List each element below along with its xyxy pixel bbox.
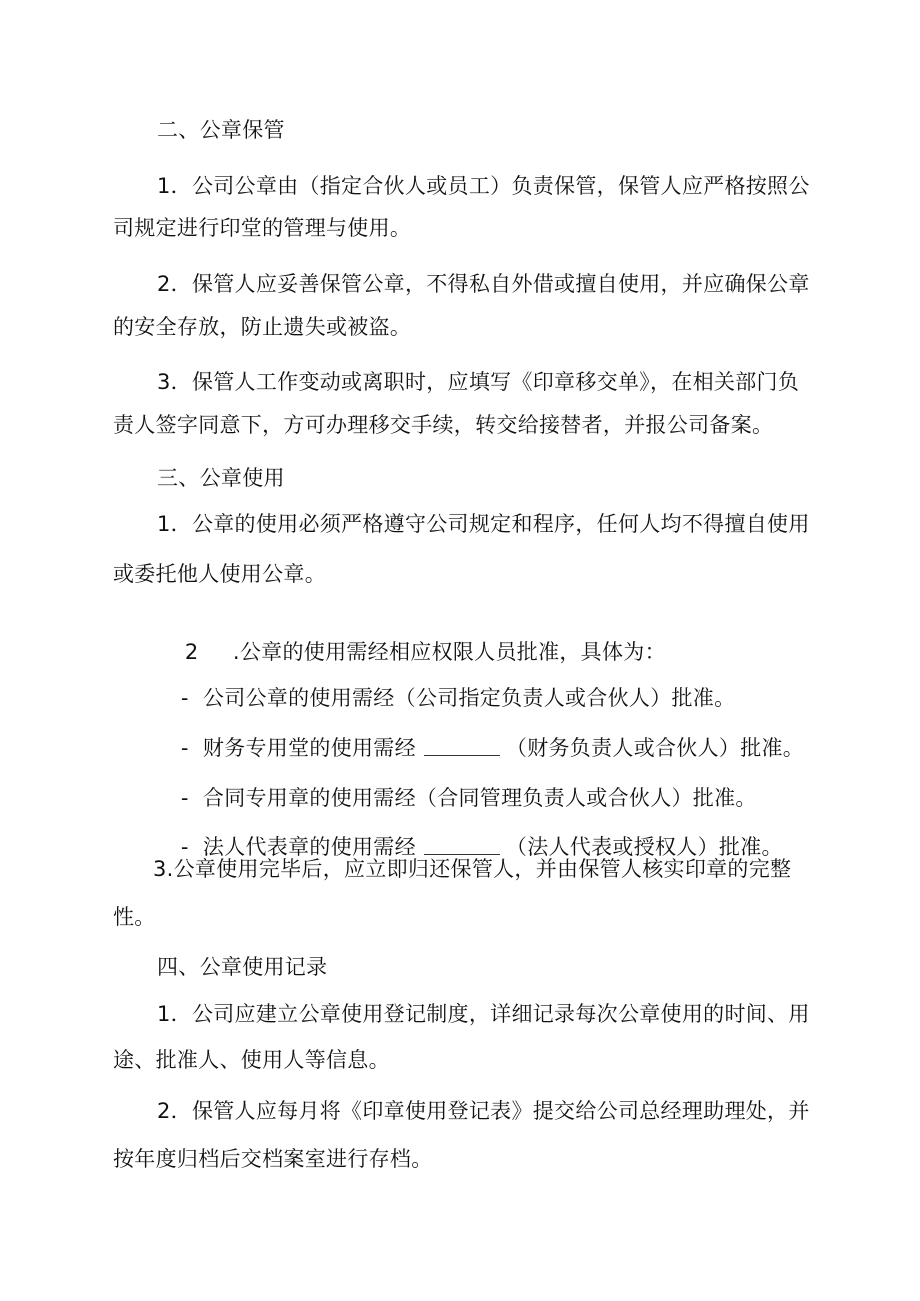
list-item-text: 财务专用堂的使用需经 [202,736,416,760]
list-item-text: 合同专用章的使用需经（合同管理负责人或合伙人）批准。 [202,786,757,810]
list-item-text: （法人代表或授权人）批准。 [505,835,783,859]
section-heading-storage: 二、公章保管 [157,118,285,142]
paragraph-line: 1．公章的使用必须严格遵守公司规定和程序，任何人均不得擅自使用 [157,512,810,536]
section-heading-usage: 三、公章使用 [157,466,285,490]
list-item-text: 法人代表章的使用需经 [202,835,416,859]
dash-marker: - [180,736,189,760]
list-item-text: （财务负责人或合伙人）批准。 [505,736,805,760]
paragraph-line: 按年度归档后交档案室进行存档。 [113,1147,433,1171]
paragraph-line: 途、批准人、使用人等信息。 [113,1048,390,1072]
paragraph-line: 2．保管人应每月将《印章使用登记表》提交给公司总经理助理处，并 [157,1099,810,1123]
paragraph-line: 责人签字同意下，方可办理移交手续，转交给接替者，并报公司备案。 [113,413,774,437]
list-item-text: 公司公章的使用需经（公司指定负责人或合伙人）批准。 [202,686,736,710]
item-text: .公章的使用需经相应权限人员批准，具体为： [232,640,666,664]
dash-marker: - [180,686,189,710]
section-heading-records: 四、公章使用记录 [157,955,328,979]
fill-in-blank [424,737,500,756]
paragraph-line: 2．保管人应妥善保管公章，不得私自外借或擅自使用，并应确保公章 [157,272,810,296]
paragraph-line: 1．公司公章由（指定合伙人或员工）负责保管，保管人应严格按照公 [157,174,810,198]
item-number: 2 [184,640,199,664]
paragraph-line: 3.公章使用完毕后，应立即归还保管人，并由保管人核实印章的完整 [153,857,792,881]
fill-in-blank [424,836,500,855]
dash-marker: - [180,835,189,859]
paragraph-line: 的安全存放，防止遗失或被盗。 [113,315,412,339]
paragraph-line: 性。 [113,905,156,929]
dash-marker: - [180,786,189,810]
paragraph-line: 司规定进行印堂的管理与使用。 [113,216,412,240]
paragraph-line: 3．保管人工作变动或离职时，应填写《印章移交单》，在相关部门负 [157,370,800,394]
paragraph-line: 或委托他人使用公章。 [113,562,326,586]
paragraph-line: 1．公司应建立公章使用登记制度，详细记录每次公章使用的时间、用 [157,1002,810,1026]
